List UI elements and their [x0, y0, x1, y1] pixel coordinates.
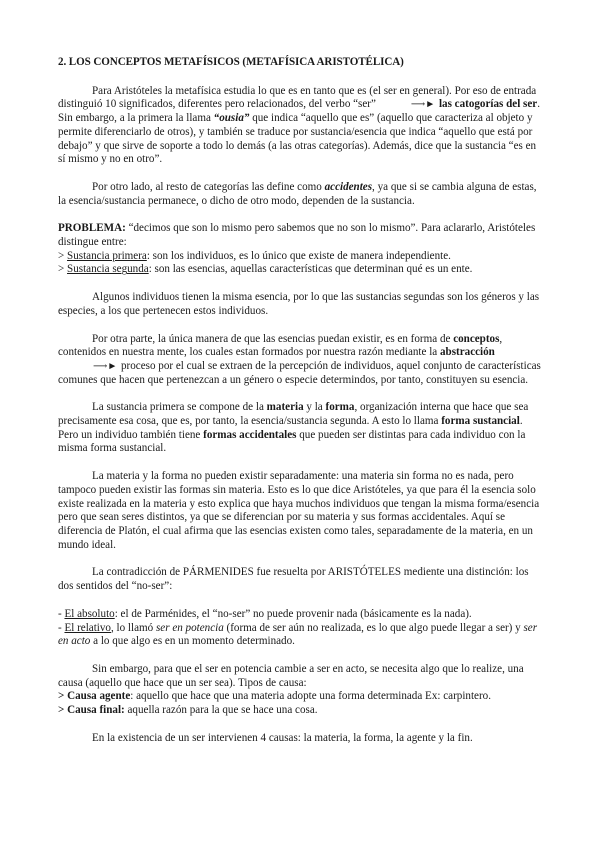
text: Por otro lado, al resto de categorías las define como: [92, 180, 325, 193]
text: a lo que algo es en un momento determinado.: [90, 635, 295, 648]
text: que pueden ser distintas para cada individuo con la misma forma sustancial.: [58, 428, 526, 455]
list-item: [58, 704, 542, 718]
document-page: [58, 56, 542, 759]
section-title: 2. LOS CONCEPTOS METAFÍSICOS (METAFÍSICA ARISTOTÉLICA): [58, 56, 404, 68]
bold-term: > Causa final:: [58, 704, 125, 717]
text: “decimos que son lo mismo pero sabemos que no son lo mismo”. Para aclararlo, Aristóteles distingue entre:: [58, 222, 536, 249]
text: y la: [303, 401, 326, 414]
list-marker: -: [58, 621, 65, 634]
italic-term: ser en acto: [58, 621, 538, 648]
text: que indica “aquello que es” (aquello que caracteriza al objeto y permite diferenciarlo de otros), y también se traduce por sustancia/esencia que indica “aquello que está por debajo” y que sirve de soporte a todo lo demás (a las otras categorías). Además, dice que la sustancia “es en sí mismo y no en otro”.: [58, 112, 537, 166]
text: . Pero un individuo también tiene: [58, 415, 523, 441]
text: Sin embargo, para que el ser en potencia cambie a ser en acto, se necesita algo que lo realize, una causa (aquello que hace que un ser sea). Tipos de causa:: [58, 662, 524, 689]
paragraph-causes: [58, 663, 542, 718]
paragraph-no-ser: [58, 608, 542, 649]
bold-term: formas accidentales: [203, 428, 297, 441]
text: proceso por el cual se extraen de la percepción de individuos, aquel conjunto de características comunes que hacen que pertenezcan a un género o especie determindos, por tanto, constituyen su esencia.: [58, 359, 541, 386]
text: , contenidos en nuestra mente, los cuales estan formados por nuestra razón mediante la: [58, 332, 503, 359]
underlined-term: Sustancia primera: [67, 249, 147, 262]
list-marker: >: [58, 249, 68, 262]
bold-term: las catogorías del ser: [438, 98, 538, 111]
text: La sustancia primera se compone de la: [92, 401, 267, 414]
bold-term: forma sustancial: [441, 415, 520, 428]
arrow-icon: ⟶►: [93, 360, 118, 372]
text: : aquello que hace que una materia adopte una forma determinada Ex: carpintero.: [130, 690, 491, 703]
bold-italic-term: accidentes: [324, 180, 373, 193]
text: , ya que si se cambia alguna de estas, la esencia/sustancia permanece, o dicho de otro modo, dependen de la sustancia.: [58, 180, 537, 207]
text: , organización interna que hace que sea precisamente esa cosa, que es, por tanto, la esencia/sustancia segunda. A esto lo llama: [58, 401, 529, 428]
text: . Sin embargo, a la primera la llama: [58, 98, 541, 125]
bold-term: abstracción: [440, 346, 495, 359]
text: : son los individuos, es lo único que existe de manera independiente.: [146, 249, 451, 262]
list-item: [58, 622, 542, 649]
underlined-term: El relativo: [64, 621, 111, 634]
paragraph-parmenides: La contradicción de PÁRMENIDES fue resuelta por ARISTÓTELES mediente una distinción: los dos sentidos del “no-ser”:: [58, 566, 529, 593]
list-item: [58, 690, 542, 704]
underlined-term: Sustancia segunda: [67, 263, 149, 276]
text: Para Aristóteles la metafísica estudia lo que es en tanto que es (el ser en general). Por eso de entrada distinguió 10 significados, diferentes pero relacionados, del verbo “ser”: [58, 84, 537, 111]
bold-italic-term: “ousia”: [213, 112, 250, 125]
list-marker: >: [58, 263, 68, 276]
italic-term: ser en potencia: [155, 621, 224, 634]
paragraph-essences: Algunos individuos tienen la misma esencia, por lo que las sustancias segundas son los géneros y las especies, a los que pertenecen estos individuos.: [58, 291, 540, 317]
list-item: [58, 263, 542, 277]
paragraph-problem: [58, 222, 542, 277]
list-item: [58, 250, 542, 264]
text: , lo llamó: [110, 621, 156, 634]
list-marker: -: [58, 607, 65, 620]
underlined-term: El absoluto: [64, 607, 115, 620]
paragraph-plato: La materia y la forma no pueden existir separadamente: una materia sin forma no es nada, pero tampoco pueden existir las formas sin materia. Esto es lo que dice Aristóteles, ya que para él la esencia solo existe realizada en la materia y esto explica que haya muchos individuos que tengan la misma forma/esencia pero que sean seres distintos, ya que se diferencian por su materia y sus formas accidentales. Aquí se diferencia de Platón, el cual afirma que las esencias existen como tales, separadamente de la materia, en un mundo ideal.: [58, 470, 540, 551]
bold-term: forma: [325, 401, 355, 414]
arrow-icon: ⟶►: [410, 99, 436, 111]
paragraph-accidents: [58, 181, 542, 208]
bold-term: > Causa agente: [58, 690, 131, 703]
bold-term: conceptos: [453, 332, 500, 345]
text: : son las esencias, aquellas características que determinan qué es un ente.: [148, 263, 473, 276]
paragraph-categories: [58, 85, 542, 167]
list-item: [58, 608, 542, 622]
problem-label: PROBLEMA:: [58, 222, 126, 235]
paragraph-concepts: [58, 333, 542, 388]
text: aquella razón para la que se hace una cosa.: [124, 704, 318, 717]
bold-term: materia: [266, 401, 304, 414]
text: Por otra parte, la única manera de que las esencias puedan existir, es en forma de: [92, 332, 454, 345]
text: (forma de ser aún no realizada, es lo que algo puede llegar a ser) y: [223, 621, 524, 634]
paragraph-matter-form: [58, 401, 542, 456]
text: : el de Parménides, el “no-ser” no puede provenir nada (básicamente es la nada).: [114, 607, 472, 620]
paragraph-four-causes: En la existencia de un ser intervienen 4 causas: la materia, la forma, la agente y la fin.: [92, 731, 473, 744]
